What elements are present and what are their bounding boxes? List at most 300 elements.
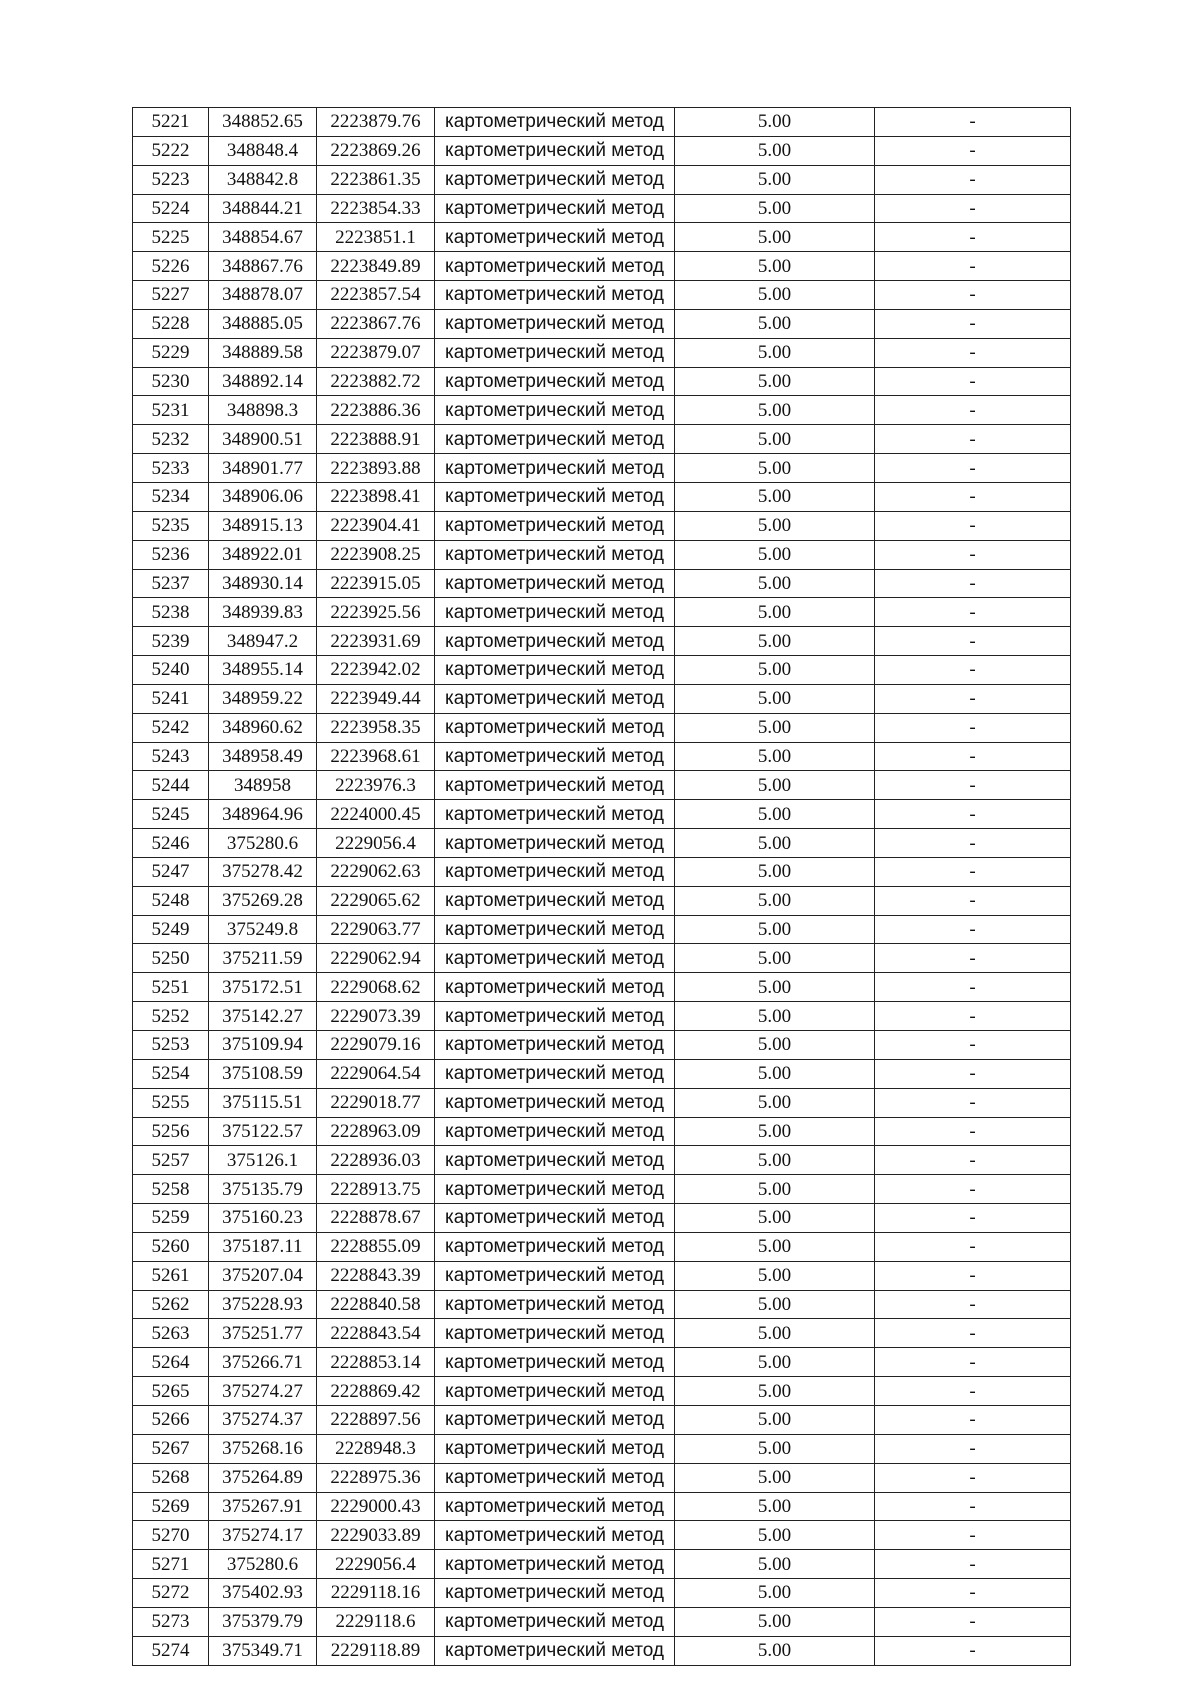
table-row [133,1204,1071,1233]
y-coordinate-cell: 2229065.62 [317,886,435,915]
table-row [133,1521,1071,1550]
note-cell: - [875,1607,1071,1636]
x-coordinate-cell: 375228.93 [209,1290,317,1319]
precision-cell: 5.00 [675,1579,875,1608]
table-row [133,482,1071,511]
point-number-cell: 5254 [133,1059,209,1088]
point-number-cell: 5233 [133,454,209,483]
method-cell: картометрический метод [435,1031,675,1060]
note-cell: - [875,656,1071,685]
point-number-cell: 5229 [133,338,209,367]
note-cell: - [875,252,1071,281]
point-number-cell: 5264 [133,1348,209,1377]
x-coordinate-cell: 348960.62 [209,713,317,742]
table-row [133,1175,1071,1204]
precision-cell: 5.00 [675,511,875,540]
precision-cell: 5.00 [675,540,875,569]
note-cell: - [875,1146,1071,1175]
y-coordinate-cell: 2223879.07 [317,338,435,367]
precision-cell: 5.00 [675,309,875,338]
note-cell: - [875,1405,1071,1434]
y-coordinate-cell: 2223908.25 [317,540,435,569]
table-row [133,396,1071,425]
point-number-cell: 5239 [133,627,209,656]
precision-cell: 5.00 [675,1550,875,1579]
precision-cell: 5.00 [675,1319,875,1348]
note-cell: - [875,886,1071,915]
precision-cell: 5.00 [675,1405,875,1434]
x-coordinate-cell: 348892.14 [209,367,317,396]
y-coordinate-cell: 2224000.45 [317,800,435,829]
note-cell: - [875,829,1071,858]
precision-cell: 5.00 [675,742,875,771]
note-cell: - [875,1636,1071,1665]
y-coordinate-cell: 2229118.89 [317,1636,435,1665]
x-coordinate-cell: 348958.49 [209,742,317,771]
point-number-cell: 5263 [133,1319,209,1348]
point-number-cell: 5234 [133,482,209,511]
note-cell: - [875,1088,1071,1117]
method-cell: картометрический метод [435,1377,675,1406]
table-row [133,857,1071,886]
y-coordinate-cell: 2229064.54 [317,1059,435,1088]
method-cell: картометрический метод [435,396,675,425]
y-coordinate-cell: 2228975.36 [317,1463,435,1492]
precision-cell: 5.00 [675,482,875,511]
x-coordinate-cell: 375379.79 [209,1607,317,1636]
x-coordinate-cell: 348844.21 [209,194,317,223]
note-cell: - [875,1434,1071,1463]
point-number-cell: 5240 [133,656,209,685]
method-cell: картометрический метод [435,281,675,310]
precision-cell: 5.00 [675,800,875,829]
precision-cell: 5.00 [675,136,875,165]
precision-cell: 5.00 [675,1463,875,1492]
y-coordinate-cell: 2228855.09 [317,1232,435,1261]
x-coordinate-cell: 375109.94 [209,1031,317,1060]
method-cell: картометрический метод [435,1492,675,1521]
y-coordinate-cell: 2228913.75 [317,1175,435,1204]
point-number-cell: 5244 [133,771,209,800]
note-cell: - [875,540,1071,569]
table-row [133,1088,1071,1117]
y-coordinate-cell: 2229118.6 [317,1607,435,1636]
table-row [133,1059,1071,1088]
y-coordinate-cell: 2228878.67 [317,1204,435,1233]
note-cell: - [875,1463,1071,1492]
note-cell: - [875,1579,1071,1608]
note-cell: - [875,1348,1071,1377]
point-number-cell: 5247 [133,857,209,886]
note-cell: - [875,1002,1071,1031]
x-coordinate-cell: 348922.01 [209,540,317,569]
method-cell: картометрический метод [435,1579,675,1608]
method-cell: картометрический метод [435,829,675,858]
note-cell: - [875,1550,1071,1579]
precision-cell: 5.00 [675,1175,875,1204]
point-number-cell: 5222 [133,136,209,165]
x-coordinate-cell: 375115.51 [209,1088,317,1117]
table-row [133,1117,1071,1146]
table-row [133,1031,1071,1060]
y-coordinate-cell: 2223869.26 [317,136,435,165]
note-cell: - [875,223,1071,252]
precision-cell: 5.00 [675,1521,875,1550]
point-number-cell: 5224 [133,194,209,223]
table-row [133,1405,1071,1434]
point-number-cell: 5250 [133,944,209,973]
note-cell: - [875,1521,1071,1550]
point-number-cell: 5258 [133,1175,209,1204]
table-row [133,944,1071,973]
point-number-cell: 5243 [133,742,209,771]
precision-cell: 5.00 [675,598,875,627]
precision-cell: 5.00 [675,829,875,858]
table-row [133,1377,1071,1406]
note-cell: - [875,1204,1071,1233]
coordinates-table [132,107,1071,1666]
precision-cell: 5.00 [675,1434,875,1463]
x-coordinate-cell: 348898.3 [209,396,317,425]
note-cell: - [875,800,1071,829]
x-coordinate-cell: 348906.06 [209,482,317,511]
precision-cell: 5.00 [675,1232,875,1261]
x-coordinate-cell: 348848.4 [209,136,317,165]
note-cell: - [875,713,1071,742]
method-cell: картометрический метод [435,1290,675,1319]
x-coordinate-cell: 375267.91 [209,1492,317,1521]
x-coordinate-cell: 375280.6 [209,829,317,858]
x-coordinate-cell: 375274.17 [209,1521,317,1550]
point-number-cell: 5253 [133,1031,209,1060]
precision-cell: 5.00 [675,886,875,915]
y-coordinate-cell: 2228843.39 [317,1261,435,1290]
x-coordinate-cell: 375126.1 [209,1146,317,1175]
precision-cell: 5.00 [675,1290,875,1319]
table-row [133,1319,1071,1348]
table-row [133,800,1071,829]
x-coordinate-cell: 348842.8 [209,165,317,194]
table-row [133,511,1071,540]
method-cell: картометрический метод [435,165,675,194]
note-cell: - [875,944,1071,973]
y-coordinate-cell: 2223925.56 [317,598,435,627]
y-coordinate-cell: 2229018.77 [317,1088,435,1117]
precision-cell: 5.00 [675,627,875,656]
y-coordinate-cell: 2223976.3 [317,771,435,800]
table-row [133,454,1071,483]
precision-cell: 5.00 [675,656,875,685]
method-cell: картометрический метод [435,223,675,252]
note-cell: - [875,1175,1071,1204]
point-number-cell: 5252 [133,1002,209,1031]
x-coordinate-cell: 375160.23 [209,1204,317,1233]
table-row [133,684,1071,713]
y-coordinate-cell: 2228897.56 [317,1405,435,1434]
table-row [133,223,1071,252]
table-row [133,771,1071,800]
table-row [133,252,1071,281]
note-cell: - [875,627,1071,656]
x-coordinate-cell: 348955.14 [209,656,317,685]
x-coordinate-cell: 375251.77 [209,1319,317,1348]
note-cell: - [875,194,1071,223]
method-cell: картометрический метод [435,915,675,944]
note-cell: - [875,915,1071,944]
point-number-cell: 5255 [133,1088,209,1117]
method-cell: картометрический метод [435,1463,675,1492]
table-row [133,136,1071,165]
point-number-cell: 5223 [133,165,209,194]
point-number-cell: 5261 [133,1261,209,1290]
precision-cell: 5.00 [675,1492,875,1521]
y-coordinate-cell: 2223867.76 [317,309,435,338]
y-coordinate-cell: 2223886.36 [317,396,435,425]
point-number-cell: 5235 [133,511,209,540]
y-coordinate-cell: 2229118.16 [317,1579,435,1608]
point-number-cell: 5246 [133,829,209,858]
x-coordinate-cell: 348878.07 [209,281,317,310]
note-cell: - [875,1059,1071,1088]
precision-cell: 5.00 [675,1607,875,1636]
y-coordinate-cell: 2223942.02 [317,656,435,685]
table-row [133,1348,1071,1377]
x-coordinate-cell: 348867.76 [209,252,317,281]
precision-cell: 5.00 [675,454,875,483]
method-cell: картометрический метод [435,252,675,281]
method-cell: картометрический метод [435,454,675,483]
x-coordinate-cell: 375172.51 [209,973,317,1002]
precision-cell: 5.00 [675,1117,875,1146]
precision-cell: 5.00 [675,857,875,886]
note-cell: - [875,1377,1071,1406]
precision-cell: 5.00 [675,1146,875,1175]
y-coordinate-cell: 2229062.94 [317,944,435,973]
precision-cell: 5.00 [675,1377,875,1406]
method-cell: картометрический метод [435,511,675,540]
point-number-cell: 5225 [133,223,209,252]
method-cell: картометрический метод [435,1319,675,1348]
precision-cell: 5.00 [675,1059,875,1088]
table-row [133,1434,1071,1463]
y-coordinate-cell: 2228936.03 [317,1146,435,1175]
method-cell: картометрический метод [435,771,675,800]
point-number-cell: 5269 [133,1492,209,1521]
y-coordinate-cell: 2223898.41 [317,482,435,511]
y-coordinate-cell: 2229000.43 [317,1492,435,1521]
point-number-cell: 5251 [133,973,209,1002]
point-number-cell: 5257 [133,1146,209,1175]
y-coordinate-cell: 2228948.3 [317,1434,435,1463]
point-number-cell: 5266 [133,1405,209,1434]
point-number-cell: 5226 [133,252,209,281]
x-coordinate-cell: 375268.16 [209,1434,317,1463]
table-row [133,281,1071,310]
point-number-cell: 5236 [133,540,209,569]
precision-cell: 5.00 [675,1002,875,1031]
y-coordinate-cell: 2223893.88 [317,454,435,483]
x-coordinate-cell: 375280.6 [209,1550,317,1579]
y-coordinate-cell: 2228869.42 [317,1377,435,1406]
note-cell: - [875,482,1071,511]
note-cell: - [875,1319,1071,1348]
y-coordinate-cell: 2223949.44 [317,684,435,713]
table-row [133,1002,1071,1031]
method-cell: картометрический метод [435,713,675,742]
table-row [133,915,1071,944]
table-row [133,425,1071,454]
table-row [133,598,1071,627]
table-row [133,338,1071,367]
x-coordinate-cell: 348852.65 [209,108,317,137]
method-cell: картометрический метод [435,598,675,627]
note-cell: - [875,569,1071,598]
table-row [133,1550,1071,1579]
table-row [133,627,1071,656]
x-coordinate-cell: 375264.89 [209,1463,317,1492]
method-cell: картометрический метод [435,1204,675,1233]
precision-cell: 5.00 [675,973,875,1002]
note-cell: - [875,108,1071,137]
note-cell: - [875,1031,1071,1060]
method-cell: картометрический метод [435,684,675,713]
method-cell: картометрический метод [435,1088,675,1117]
method-cell: картометрический метод [435,136,675,165]
note-cell: - [875,598,1071,627]
y-coordinate-cell: 2223968.61 [317,742,435,771]
point-number-cell: 5231 [133,396,209,425]
table-row [133,309,1071,338]
y-coordinate-cell: 2223958.35 [317,713,435,742]
x-coordinate-cell: 375108.59 [209,1059,317,1088]
note-cell: - [875,165,1071,194]
table-row [133,973,1071,1002]
point-number-cell: 5245 [133,800,209,829]
method-cell: картометрический метод [435,194,675,223]
method-cell: картометрический метод [435,973,675,1002]
y-coordinate-cell: 2229073.39 [317,1002,435,1031]
method-cell: картометрический метод [435,742,675,771]
method-cell: картометрический метод [435,309,675,338]
x-coordinate-cell: 348958 [209,771,317,800]
note-cell: - [875,367,1071,396]
y-coordinate-cell: 2229062.63 [317,857,435,886]
point-number-cell: 5249 [133,915,209,944]
point-number-cell: 5262 [133,1290,209,1319]
note-cell: - [875,1261,1071,1290]
precision-cell: 5.00 [675,1031,875,1060]
note-cell: - [875,511,1071,540]
point-number-cell: 5272 [133,1579,209,1608]
precision-cell: 5.00 [675,281,875,310]
precision-cell: 5.00 [675,944,875,973]
method-cell: картометрический метод [435,1434,675,1463]
note-cell: - [875,454,1071,483]
y-coordinate-cell: 2223931.69 [317,627,435,656]
table-row [133,108,1071,137]
y-coordinate-cell: 2223854.33 [317,194,435,223]
precision-cell: 5.00 [675,915,875,944]
method-cell: картометрический метод [435,1405,675,1434]
method-cell: картометрический метод [435,1521,675,1550]
table-row [133,1636,1071,1665]
point-number-cell: 5242 [133,713,209,742]
table-row [133,540,1071,569]
method-cell: картометрический метод [435,367,675,396]
table-row [133,1492,1071,1521]
method-cell: картометрический метод [435,1261,675,1290]
note-cell: - [875,136,1071,165]
table-row [133,713,1071,742]
point-number-cell: 5267 [133,1434,209,1463]
precision-cell: 5.00 [675,771,875,800]
note-cell: - [875,973,1071,1002]
precision-cell: 5.00 [675,1204,875,1233]
y-coordinate-cell: 2229068.62 [317,973,435,1002]
point-number-cell: 5273 [133,1607,209,1636]
method-cell: картометрический метод [435,1348,675,1377]
point-number-cell: 5237 [133,569,209,598]
y-coordinate-cell: 2229063.77 [317,915,435,944]
note-cell: - [875,396,1071,425]
y-coordinate-cell: 2228963.09 [317,1117,435,1146]
note-cell: - [875,1117,1071,1146]
point-number-cell: 5232 [133,425,209,454]
method-cell: картометрический метод [435,1117,675,1146]
precision-cell: 5.00 [675,1348,875,1377]
point-number-cell: 5227 [133,281,209,310]
table-row [133,1290,1071,1319]
precision-cell: 5.00 [675,1636,875,1665]
method-cell: картометрический метод [435,338,675,367]
table-row [133,1607,1071,1636]
x-coordinate-cell: 375274.37 [209,1405,317,1434]
note-cell: - [875,684,1071,713]
note-cell: - [875,771,1071,800]
note-cell: - [875,1290,1071,1319]
x-coordinate-cell: 375269.28 [209,886,317,915]
note-cell: - [875,281,1071,310]
precision-cell: 5.00 [675,367,875,396]
note-cell: - [875,1492,1071,1521]
table-row [133,367,1071,396]
method-cell: картометрический метод [435,482,675,511]
method-cell: картометрический метод [435,886,675,915]
y-coordinate-cell: 2229056.4 [317,829,435,858]
table-row [133,886,1071,915]
method-cell: картометрический метод [435,1232,675,1261]
point-number-cell: 5271 [133,1550,209,1579]
x-coordinate-cell: 375278.42 [209,857,317,886]
x-coordinate-cell: 348915.13 [209,511,317,540]
point-number-cell: 5265 [133,1377,209,1406]
y-coordinate-cell: 2223882.72 [317,367,435,396]
note-cell: - [875,857,1071,886]
x-coordinate-cell: 375211.59 [209,944,317,973]
y-coordinate-cell: 2229079.16 [317,1031,435,1060]
precision-cell: 5.00 [675,1261,875,1290]
x-coordinate-cell: 348889.58 [209,338,317,367]
precision-cell: 5.00 [675,108,875,137]
precision-cell: 5.00 [675,223,875,252]
y-coordinate-cell: 2223915.05 [317,569,435,598]
table-row [133,1232,1071,1261]
x-coordinate-cell: 348947.2 [209,627,317,656]
table-row [133,569,1071,598]
method-cell: картометрический метод [435,1059,675,1088]
precision-cell: 5.00 [675,338,875,367]
method-cell: картометрический метод [435,857,675,886]
